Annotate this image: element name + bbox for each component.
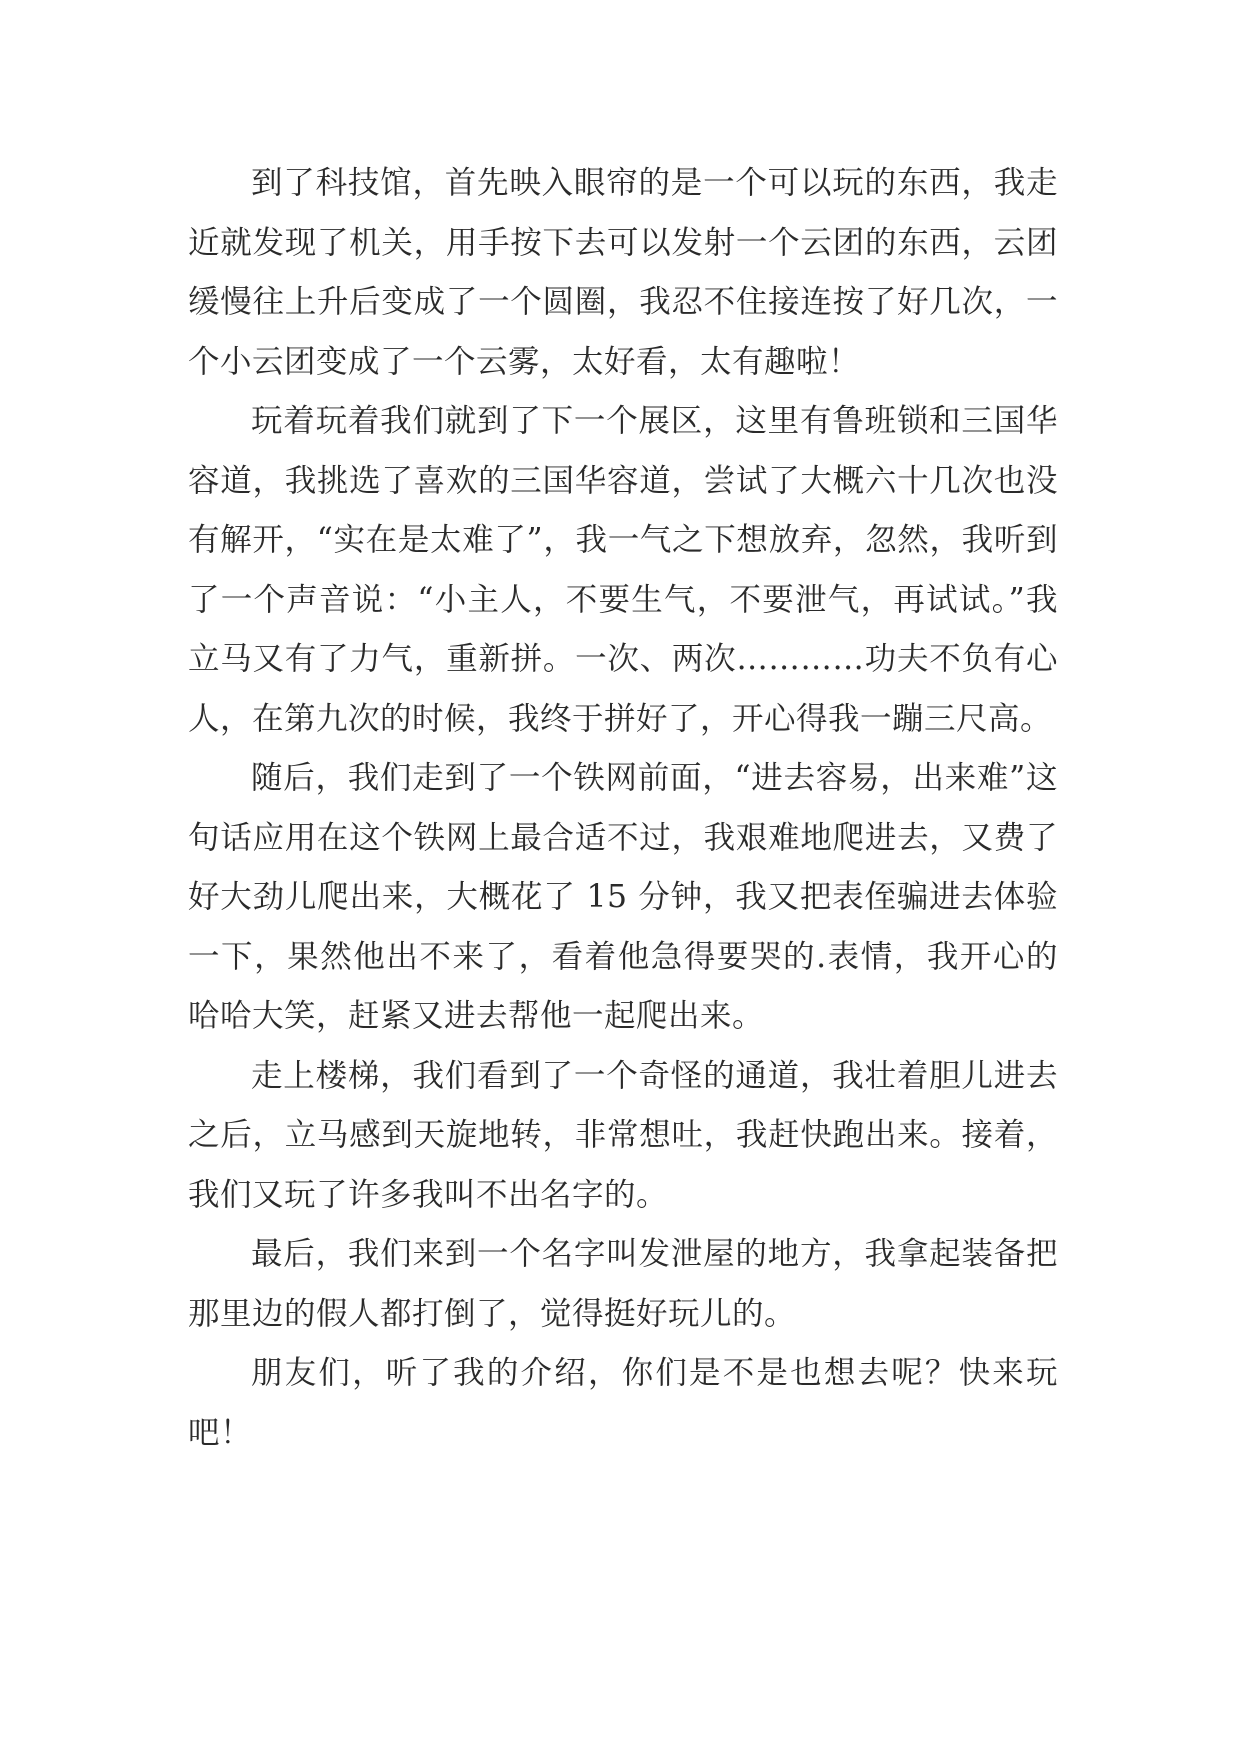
paragraph-3: 随后，我们走到了一个铁网前面，“进去容易，出来难”这句话应用在这个铁网上最合适不过，我艰难地爬进去，又费了好大劲儿爬出来，大概花了 15 分钟，我又把表侄骗进去体验一下，果然他出不来了，看着他急得要哭的.表情，我开心的哈哈大笑，赶紧又进去帮他一起爬出来。 xyxy=(188,760,1058,1034)
paragraph-5: 最后，我们来到一个名字叫发泄屋的地方，我拿起装备把那里边的假人都打倒了，觉得挺好玩儿的。 xyxy=(188,1236,1058,1332)
paragraph-1: 到了科技馆，首先映入眼帘的是一个可以玩的东西，我走近就发现了机关，用手按下去可以发射一个云团的东西，云团缓慢往上升后变成了一个圆圈，我忍不住接连按了好几次，一个小云团变成了一个云雾，太好看，太有趣啦！ xyxy=(188,165,1058,380)
paragraph-2: 玩着玩着我们就到了下一个展区，这里有鲁班锁和三国华容道，我挑选了喜欢的三国华容道，尝试了大概六十几次也没有解开，“实在是太难了”，我一气之下想放弃，忽然，我听到了一个声音说：“小主人，不要生气，不要泄气，再试试。”我立马又有了力气，重新拼。一次、两次…………功夫不负有心人，在第九次的时候，我终于拼好了，开心得我一蹦三尺高。 xyxy=(188,403,1058,737)
paragraph-6: 朋友们，听了我的介绍，你们是不是也想去呢？快来玩吧！ xyxy=(188,1355,1058,1451)
paragraph-4: 走上楼梯，我们看到了一个奇怪的通道，我壮着胆儿进去之后，立马感到天旋地转，非常想吐，我赶快跑出来。接着，我们又玩了许多我叫不出名字的。 xyxy=(188,1057,1058,1213)
document-body xyxy=(188,154,1058,1463)
